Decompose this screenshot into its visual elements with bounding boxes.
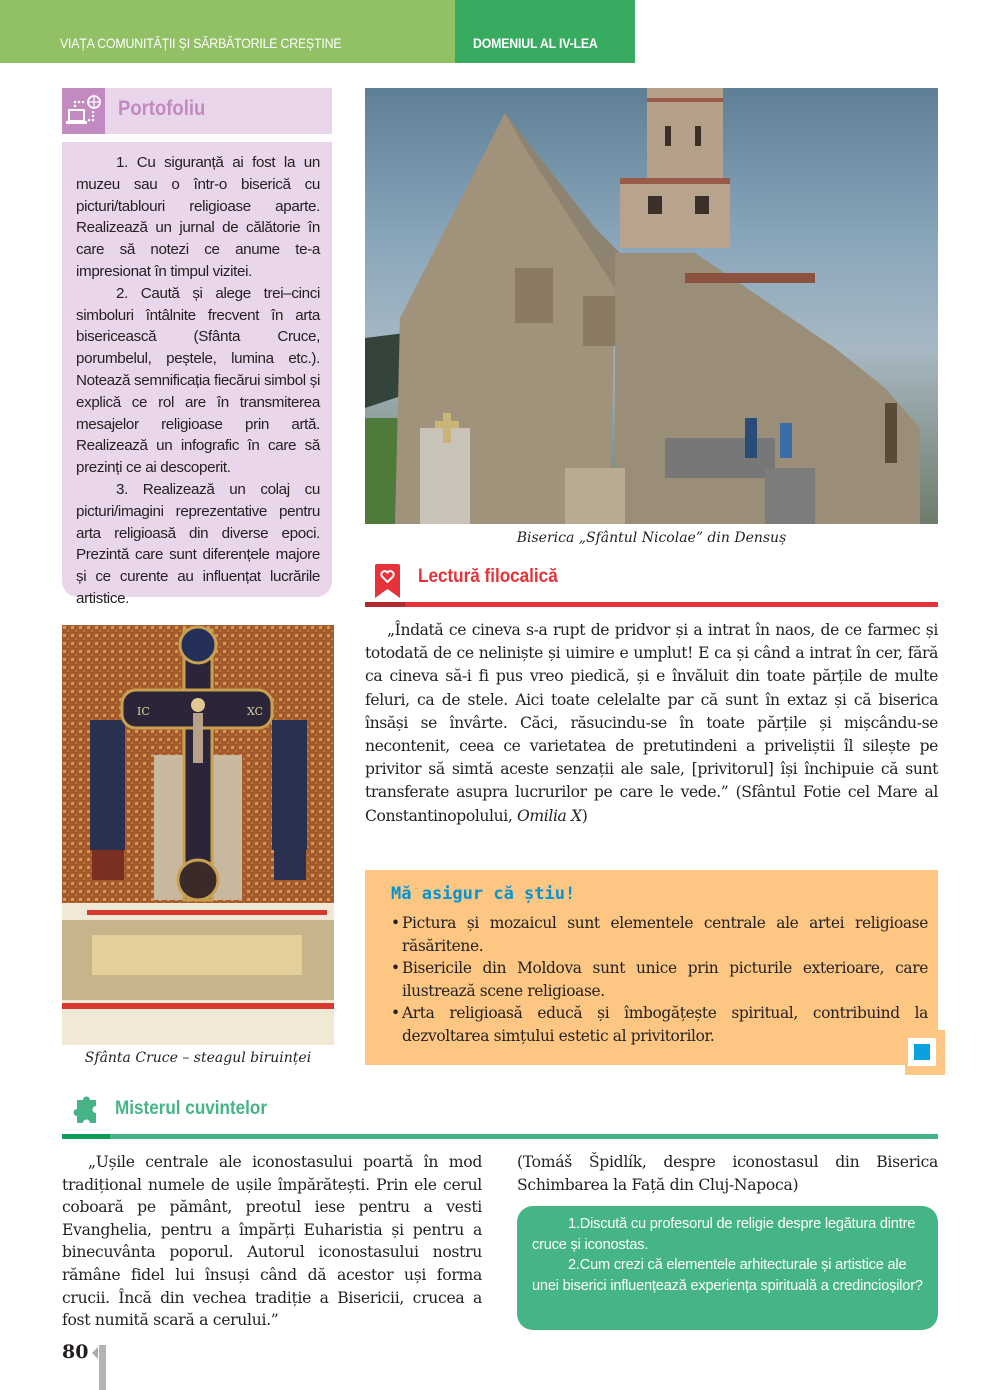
bookmark-heart-icon [375, 564, 400, 602]
asigur-bullet: • Bisericile din Moldova sunt unice prin picturile exterioare, care ilustrează scene religioase. [391, 957, 928, 1002]
laptop-network-icon [62, 88, 105, 134]
header-chapter-band [0, 0, 455, 63]
domain-label: DOMENIUL AL IV-LEA [473, 35, 598, 51]
misterul-title: Misterul cuvintelor [115, 1098, 268, 1119]
discussion-task: 1.Discută cu profesorul de religie despre legătura dintre cruce și iconostas. [532, 1216, 916, 1253]
lectura-source: Omilia X [517, 806, 582, 825]
page-number: 80 [62, 1341, 89, 1363]
cross-inscription-xc: XC [247, 705, 264, 718]
lectura-quote-text: „Îndată ce cineva s-a rupt de pridvor și a intrat în naos, de ce farmec și totodată de ce neliniște și uimire e umplut! E ca și când a intrat în cer, fără ca cineva să-i fi pus vreo piedică, și e învăluit din toate părțile de multe feluri, ca de stele. Aici toate celelalte par că sunt în extaz și că biserica însăși se învârte. Căci, răsucindu-se în toate părțile și mișcându-se necontenit, ceea ce varietatea de pretutindeni a priveliștii îl silește pe privitor să simtă aceste senzații ale sale, [privitorul] își închipuie că sunt transferate asupra lucrurilor pe care le vede.” (Sfântul Fotie cel Mare al Constantinopolului, [365, 621, 938, 825]
blue-square-icon [908, 1038, 936, 1066]
chapter-title: VIAȚA COMUNITĂȚII ȘI SĂRBĂTORILE CREȘTINE [60, 35, 342, 51]
header-domain-band [455, 0, 635, 63]
discussion-task: 2.Cum crezi că elementele arhitecturale și artistice ale unei biserici influențează experiența spirituală a credincioșilor? [532, 1257, 923, 1294]
blue-square-mark [914, 1044, 930, 1060]
cross-photo [62, 625, 334, 1045]
portfolio-body [62, 142, 332, 607]
lectura-title: Lectură filocalică [418, 566, 558, 587]
asigur-box [365, 870, 938, 1065]
lectura-quote [365, 619, 938, 828]
asigur-title: Mă asigur că știu! [391, 884, 576, 904]
asigur-bullet: • Arta religioasă educă și îmbogățește spiritual, contribuind la dezvoltarea simțului estetic al privitorilor. [391, 1002, 928, 1047]
portfolio-header [62, 88, 332, 134]
misterul-citation: (Tomáš Špidlík, despre iconostasul din Biserica Schimbarea la Față din Cluj-Napoca) [517, 1153, 938, 1194]
page-marker-arrow-icon [92, 1347, 98, 1359]
portfolio-item: 3. Realizează un colaj cu picturi/imagini reprezentative pentru arta religioasă din diverse epoci. Prezintă care sunt diferențele majore și ce curente au influențat lucrările artistice. [76, 480, 320, 607]
page-marker-bar [99, 1345, 106, 1390]
puzzle-piece-icon [70, 1096, 102, 1132]
lectura-source-close: ) [581, 806, 588, 825]
misterul-quote [62, 1151, 482, 1332]
lectura-divider [365, 602, 938, 607]
misterul-quote-text: „Ușile centrale ale iconostasului poartă în mod tradițional numele de ușile împărătești. Prin ele cerul coboară pe pământ, preotul iese pentru a vesti Evanghelia, pentru a împărți Euharistia și pentru a binecuvânta poporul. Autorul iconostasului nostru rămâne fidel lui însuși când dă acestor uși forma crucii. Încă din vechea tradiție a Bisericii, crucea a fost numită scară a cerului.” [62, 1153, 482, 1330]
cross-inscription-ic: IC [137, 705, 150, 718]
asigur-list [391, 912, 928, 1047]
church-photo [365, 88, 938, 524]
portfolio-item: 1. Cu siguranță ai fost la un muzeu sau o într-o biserică cu picturi/tablouri religioase aparte. Realizează un jurnal de călătorie în care să notezi ce anume te-a impresionat în timpul vizitei. [76, 154, 320, 280]
discussion-box [517, 1206, 938, 1330]
asigur-bullet: • Pictura și mozaicul sunt elementele centrale ale artei religioase răsăritene. [391, 912, 928, 957]
portfolio-item: 2. Caută și alege trei–cinci simboluri întâlnite frecvent în arta bisericească (Sfânta Cruce, porumbelul, peștele, lumina etc.). Notează semnificația fiecărui simbol și explică ce rol are în transmiterea mesajelor religioase prin artă. Realizează un infografic în care să prezinți ce ai descoperit. [76, 284, 320, 477]
portfolio-title: Portofoliu [118, 97, 206, 120]
cross-caption: Sfânta Cruce – steagul biruinței [84, 1050, 312, 1066]
church-caption: Biserica „Sfântul Nicolae” din Densuș [516, 530, 787, 546]
misterul-divider [62, 1134, 938, 1139]
